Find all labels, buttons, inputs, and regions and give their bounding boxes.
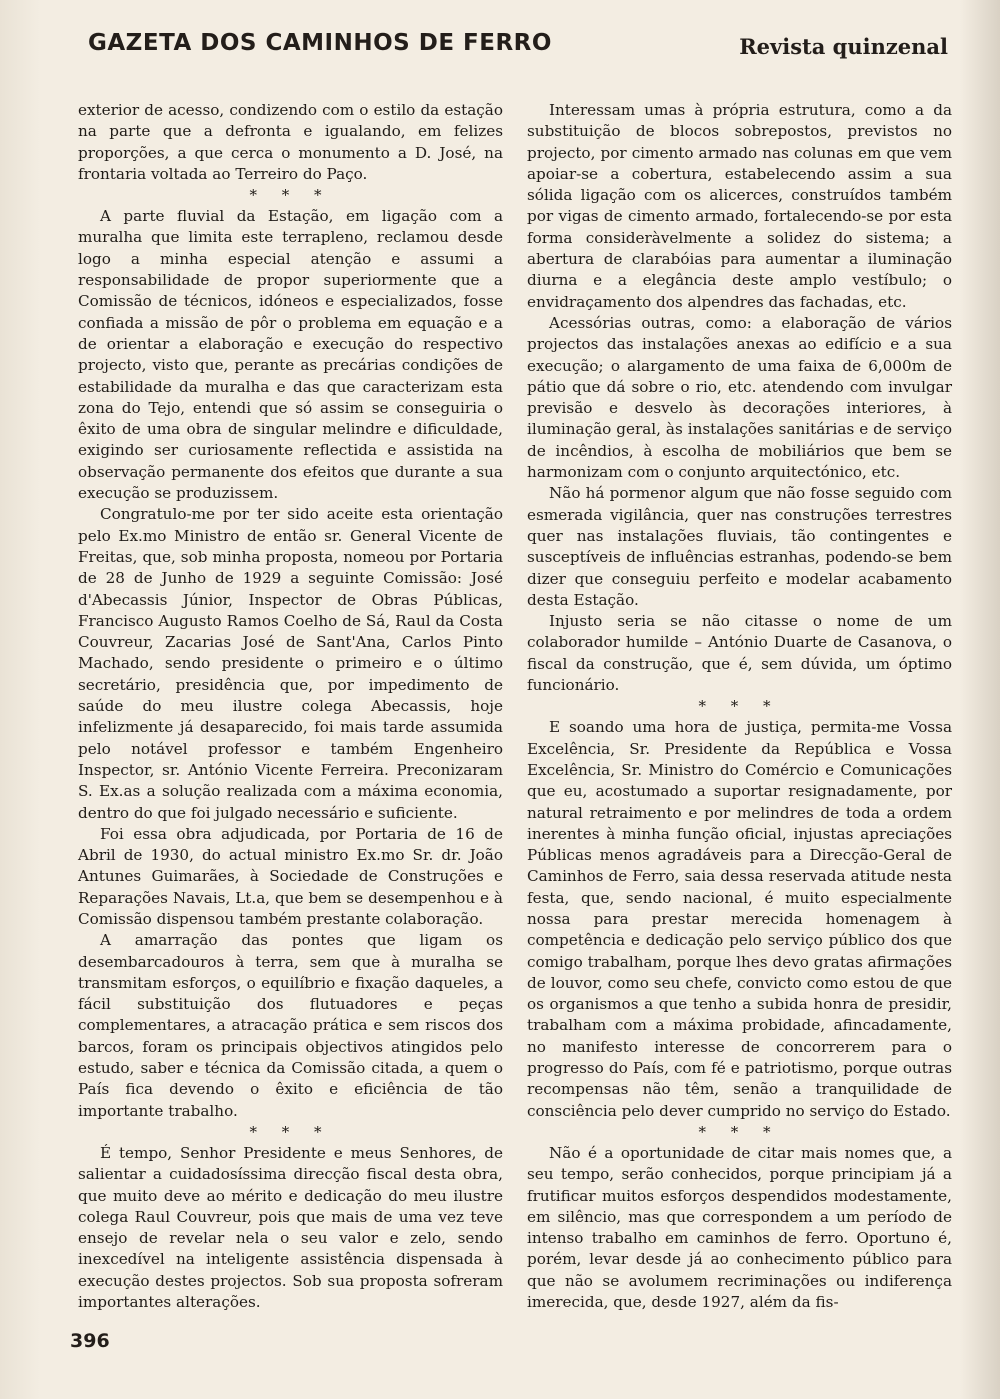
section-separator: * * * (698, 697, 781, 716)
section-separator: * * * (249, 186, 332, 205)
paragraph: Congratulo-me por ter sido aceite esta orientação pelo Ex.mo Ministro de então sr. General Vicente de Freitas, que, sob minha proposta, nomeou por Portaria de 28 de Junho de 1929 a seguinte Comissão: José d'Abecassis Júnior, Inspector de Obras Públicas, Francisco Augusto Ramos Coelho de Sá, Raul da Costa Couvreur, Zacarias José de Sant'Ana, Carlos Pinto Machado, sendo presidente o primeiro e o último secretário, presidência que, por impedimento de saúde do meu ilustre colega Abecassis, hoje infelizmente já desaparecido, foi mais tarde assumida pelo notável professor e também Engenheiro Inspector, sr. António Vicente Ferreira. Preconizaram S. Ex.as a solução realizada com a máxima economia, dentro do que foi julgado necessário e suficiente. (78, 505, 503, 822)
left-column (78, 100, 503, 1313)
paragraph: E soando uma hora de justiça, permita-me Vossa Excelência, Sr. Presidente da República e Vossa Excelência, Sr. Ministro do Comércio e Comunicações que eu, acostumado a suportar resignadamente, por natural retraimento e por melindres de toda a ordem inerentes à minha função oficial, injustas apreciações Públicas menos agradáveis para a Direcção-Geral de Caminhos de Ferro, saia dessa reservada atitude nesta festa, que, sendo nacional, é muito especialmente nossa para prestar merecida homenagem à competência e dedicação pelo serviço público dos que comigo trabalham, porque lhes devo gratas afirmações de louvor, como seu chefe, convicto como estou de que os organismos a que tenho a subida honra de presidir, trabalham com a máxima probidade, afincadamente, no manifesto interesse de concorrerem para o progresso do País, com fé e patriotismo, porque outras recompensas não têm, senão a tranquilidade de consciência pelo dever cumprido no serviço do Estado. (527, 718, 952, 1120)
paragraph: Interessam umas à própria estrutura, como a da substituição de blocos sobrepostos, previstos no projecto, por cimento armado nas colunas em que vem apoiar-se a cobertura, estabelecendo assim a sua sólida ligação com os alicerces, construídos também por vigas de cimento armado, fortalecendo-se por esta forma consideràvelmente a solidez do sistema; a abertura de clarabóias para aumentar a iluminação diurna e a elegância deste amplo vestíbulo; o envidraçamento dos alpendres das fachadas, etc. (527, 101, 952, 311)
paragraph: Acessórias outras, como: a elaboração de vários projectos das instalações anexas ao edifício e a sua execução; o alargamento de uma faixa de 6,000m de pátio que dá sobre o rio, etc. atendendo com invulgar previsão e desvelo às decorações interiores, à iluminação geral, às instalações sanitárias e de serviço de incêndios, à escolha de mobiliários que bem se harmonizam com o conjunto arquitectónico, etc. (527, 313, 952, 482)
paragraph: exterior de acesso, condizendo com o estilo da estação na parte que a defronta e igualando, em felizes proporções, a que cerca o monumento a D. José, na frontaria voltada ao Terreiro do Paço. (78, 101, 503, 183)
paragraph: Não há pormenor algum que não fosse seguido com esmerada vigilância, quer nas construções terrestres quer nas instalações fluviais, tão contingentes e susceptíveis de influências estranhas, podendo-se bem dizer que conseguiu perfeito e modelar acabamento desta Estação. (527, 484, 952, 609)
paragraph: Foi essa obra adjudicada, por Portaria de 16 de Abril de 1930, do actual ministro Ex.mo Sr. dr. João Antunes Guimarães, à Sociedade de Construções e Reparações Navais, Lt.a, que bem se desempenhou e à Comissão dispensou também prestante colaboração. (78, 824, 503, 928)
page-header (88, 30, 948, 70)
right-column (527, 100, 952, 1313)
section-separator: * * * (249, 1122, 332, 1141)
journal-title: GAZETA DOS CAMINHOS DE FERRO (88, 30, 552, 56)
paragraph: É tempo, Senhor Presidente e meus Senhores, de salientar a cuidadosíssima direcção fiscal desta obra, que muito deve ao mérito e dedicação do meu ilustre colega Raul Couvreur, pois que mais de uma vez teve ensejo de revelar nela o seu valor e zelo, sendo inexcedível na inteligente assistência dispensada à execução destes projectos. Sob sua proposta sofreram importantes alterações. (78, 1143, 503, 1312)
journal-subtitle: Revista quinzenal (739, 34, 948, 59)
page-number: 396 (70, 1330, 110, 1352)
paragraph: Injusto seria se não citasse o nome de um colaborador humilde – António Duarte de Casanova, o fiscal da construção, que é, sem dúvida, um óptimo funcionário. (527, 612, 952, 695)
paragraph: A amarração das pontes que ligam os desembarcadouros à terra, sem que à muralha se transmitam esforços, o equilíbrio e fixação daqueles, a fácil substituição dos flutuadores e peças complementares, a atracação prática e sem riscos dos barcos, foram os principais objectivos atingidos pelo estudo, saber e técnica da Comissão citada, a quem o País fica devendo o êxito e eficiência de tão importante trabalho. (78, 931, 503, 1120)
paragraph: A parte fluvial da Estação, em ligação com a muralha que limita este terrapleno, reclamou desde logo a minha especial atenção e assumi a responsabilidade de propor superiormente que a Comissão de técnicos, idóneos e especializados, fosse confiada a missão de pôr o problema em equação e a de orientar a elaboração e execução do respectivo projecto, visto que, perante as precárias condições de estabilidade da muralha e das que caracterizam esta zona do Tejo, entendi que só assim se conseguiria o êxito de uma obra de singular melindre e dificuldade, exigindo ser curiosamente reflectida e assistida na observação permanente dos efeitos que durante a sua execução se produzissem. (78, 207, 503, 503)
section-separator: * * * (698, 1122, 781, 1141)
paragraph: Não é a oportunidade de citar mais nomes que, a seu tempo, serão conhecidos, porque principiam já a frutificar muitos esforços despendidos modestamente, em silêncio, mas que correspondem a um período de intenso trabalho em caminhos de ferro. Oportuno é, porém, levar desde já ao conhecimento público para que não se avolumem recriminações ou indiferença imerecida, que, desde 1927, além da fis- (527, 1143, 952, 1312)
